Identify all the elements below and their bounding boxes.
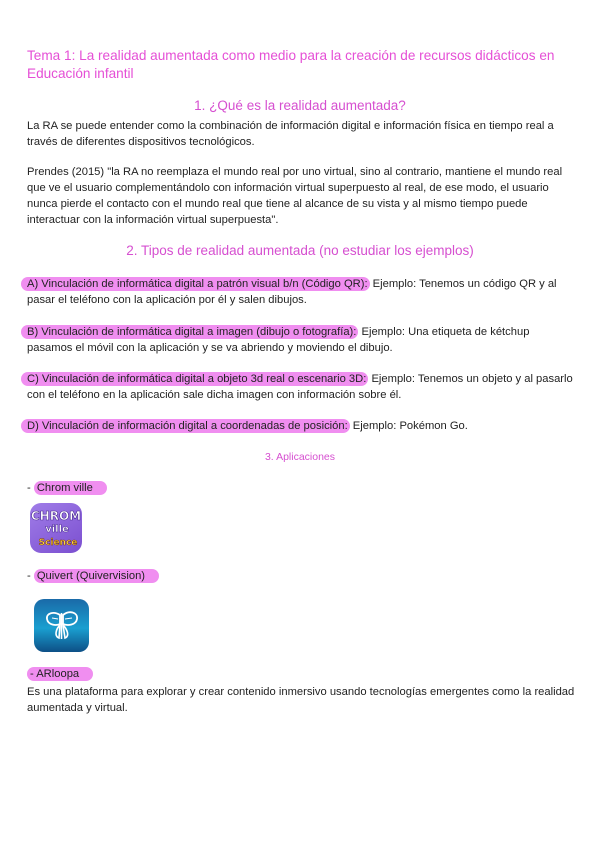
app-chromville-name: Chrom ville [34, 481, 107, 495]
type-b-label: B) Vinculación de informática digital a imagen (dibujo o fotografía): [21, 325, 358, 339]
type-d-example: Ejemplo: Pokémon Go. [349, 420, 468, 432]
type-b [27, 324, 577, 356]
app-quivert-label [27, 570, 159, 582]
type-b-example: Ejemplo: Una etiqueta de kétchup pasamos el móvil con la aplicación y se va abriendo y moviendo el dibujo. [27, 326, 530, 354]
section-3-heading: 3. Aplicaciones [264, 451, 336, 463]
quiver-butterfly-icon [34, 599, 89, 652]
section-1-paragraph-1: La RA se puede entender como la combinación de información digital e información física en tiempo real a través de diferentes dispositivos tecnológicos. [27, 120, 554, 148]
chromville-icon [30, 503, 82, 553]
app-arloopa-label [27, 668, 93, 680]
type-c-example: Ejemplo: Tenemos un objeto y al pasarlo con el teléfono en la aplicación sale dicha imagen con información sobre él. [27, 373, 573, 401]
app-arloopa-name [27, 667, 93, 681]
type-a-example: Ejemplo: Tenemos un código QR y al pasar el teléfono con la aplicación por él y salen dibujos. [27, 278, 557, 306]
type-d-label: D) Vinculación de información digital a coordenadas de posición: [21, 419, 350, 433]
type-c-label: C) Vinculación de informática digital a objeto 3d real o escenario 3D: [21, 372, 368, 386]
section-2-heading: 2. Tipos de realidad aumentada (no estudiar los ejemplos) [126, 243, 474, 258]
app-quivert-name: Quivert (Quivervision) [34, 569, 159, 583]
type-a-label: A) Vinculación de informática digital a patrón visual b/n (Código QR): [21, 277, 370, 291]
quiver-butterfly-svg [34, 599, 89, 652]
chromville-logo-word-2: ville [45, 524, 69, 535]
chromville-logo-word-3: Science [38, 538, 78, 548]
type-d [27, 418, 577, 434]
section-1-heading: 1. ¿Qué es la realidad aumentada? [194, 98, 406, 113]
chromville-logo-svg [30, 503, 82, 553]
document-title: Tema 1: La realidad aumentada como medio para la creación de recursos didácticos en Educación infantil [27, 48, 555, 81]
app-arloopa-prefix: - [30, 668, 37, 680]
app-quivert-prefix: - [27, 570, 34, 582]
app-chromville-prefix: - [27, 482, 34, 494]
app-chromville-label [27, 482, 107, 494]
type-c [27, 371, 577, 403]
section-1-paragraph-2: Prendes (2015) "la RA no reemplaza el mundo real por uno virtual, sino al contrario, mantiene el mundo real que ve el usuario complementándolo con información virtual superpuesto al real, de ese modo, el usuario nunca pierde el contacto con el mundo real que tiene al alcance de su vista y al mismo tiempo puede interactuar con la información virtual superpuesta". [27, 166, 563, 226]
chromville-logo-word-1: CHROM [30, 509, 82, 523]
app-arloopa-name-text: ARloopa [36, 668, 80, 680]
type-a [27, 276, 577, 308]
app-arloopa-description: Es una plataforma para explorar y crear contenido inmersivo usando tecnologías emergentes como la realidad aumentada y virtual. [27, 686, 575, 714]
